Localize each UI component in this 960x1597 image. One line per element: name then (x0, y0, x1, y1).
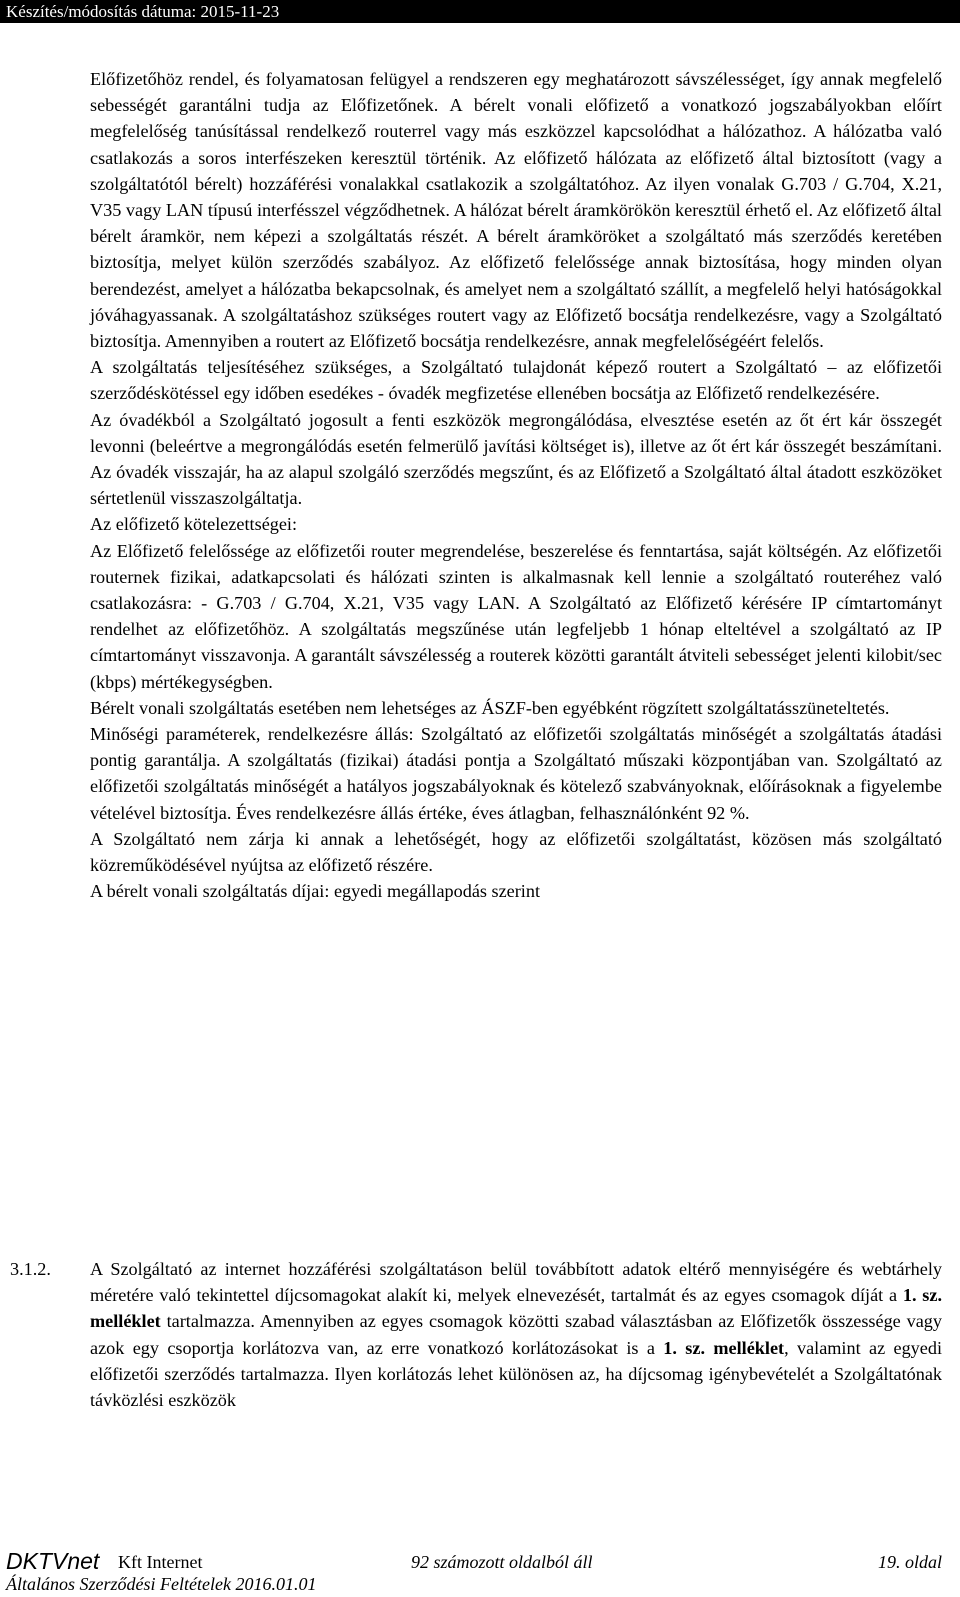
footer-page-number: 19. oldal (877, 1552, 942, 1572)
paragraph-suspension: Bérelt vonali szolgáltatás esetében nem lehetséges az ÁSZF-ben egyébként rögzített szolgáltatásszüneteltetés. (90, 697, 890, 718)
footer-doc-title: Általános Szerződési Feltételek 2016.01.01 (6, 1574, 317, 1594)
section-text-3: , valamint az egyedi előfizetői szerződés tartalmazza. Ilyen korlátozás lehet különösen az, ha díjcsomag igénybevételét a Szolgáltatónak távközlési eszközök (90, 1337, 942, 1411)
paragraph-fees: A bérelt vonali szolgáltatás díjai: egyedi megállapodás szerint (90, 881, 540, 902)
section-annex-ref-2: 1. sz. melléklet (663, 1337, 785, 1358)
document-body (90, 66, 942, 905)
section-text-1: A Szolgáltató az internet hozzáférési szolgáltatáson belül továbbított adatok eltérő mennyiségére és webtárhely méretére való tekintettel díjcsomagokat alakít ki, melyek elnevezését, tartalmát és az egyes csomagok díját a (90, 1259, 942, 1306)
footer-brand-logo: DKTVnet (6, 1548, 100, 1574)
header-date-bar (0, 0, 960, 23)
section-text-2: tartalmazza. Amennyiben az egyes csomagok közötti szabad választásban az Előfizetők összessége vagy azok egy csoportja korlátozva van, az erre vonatkozó korlátozásokat is a (90, 1311, 942, 1358)
section-annex-ref-1: 1. sz. melléklet (90, 1285, 942, 1332)
header-date-label: Készítés/módosítás dátuma: 2015-11-23 (6, 2, 280, 21)
section-number: 3.1.2. (10, 1259, 51, 1279)
paragraph-subscriber-obligations: Az Előfizető felelőssége az előfizetői router megrendelése, beszerelése és fenntartása, saját költségén. Az előfizetői routernek fizikai, adatkapcsolati és hálózati szinten is alkalmasnak kell lennie a szolgáltató routeréhez való csatlakozásra: - G.703 / G.704, X.21, V35 vagy LAN. A Szolgáltató az Előfizető kérésére IP címtartományt rendelhet az előfizetőhöz. A szolgáltatás megszűnése után legfeljebb 1 hónap elteltével a szolgáltató az IP címtartományt visszavonja. A garantált sávszélesség a routerek közötti garantált átviteli sebességet jelenti kilobit/sec (kbps) mértékegységben. (90, 540, 942, 692)
section-body (90, 1256, 942, 1413)
paragraph-router-interface: Előfizetőhöz rendel, és folyamatosan felügyel a rendszeren egy meghatározott sávszélességet, így annak megfelelő sebességét garantálni tudja az Előfizetőnek. A bérelt vonali előfizető a vonatkozó jogszabályokban előírt megfelelőség tanúsítással rendelkező routerrel vagy más eszközzel kapcsolódhat a hálózathoz. A hálózatba való csatlakozás a soros interfészeken keresztül történik. Az előfizető hálózata az előfizető által biztosított (vagy a szolgáltatótól bérelt) hozzáférési vonalakkal csatlakozik a szolgáltatóhoz. Az ilyen vonalak G.703 / G.704, X.21, V35 vagy LAN típusú interfésszel végződhetnek. A hálózat bérelt áramkörökön keresztül érhető el. Az előfizető által bérelt áramkör, nem képezi a szolgáltatás részét. A bérelt áramköröket a szolgáltató más szerződés keretében biztosítja, melyet külön szerződés szabályoz. Az előfizető felelőssége annak biztosítása, hogy minden olyan berendezést, amelyet a hálózatba bekapcsolnak, és amelyet nem a szolgáltató szállít, a megfelelő helyi hatóságokkal jóváhagyassanak. A szolgáltatáshoz szükséges routert vagy az Előfizető bocsátja rendelkezésre, vagy a Szolgáltató biztosítja. Amennyiben a routert az Előfizető bocsátja rendelkezésre, annak megfelelőségéért felelős. (90, 69, 942, 352)
footer (6, 1548, 942, 1576)
paragraph-cooperation: A Szolgáltató nem zárja ki annak a lehetőségét, hogy az előfizetői szolgáltatást, közösen más szolgáltató közreműködésével nyújtsa az előfizető részére. (90, 828, 942, 876)
footer-pages-label: 92 számozott oldalból áll (411, 1552, 593, 1572)
paragraph-deposit-terms: Az óvadékból a Szolgáltató jogosult a fenti eszközök megrongálódása, elvesztése esetén az őt ért kár összegét levonni (beleértve a megrongálódás esetén felmerülő javítási költséget is), illetve az őt ért kár összegét beszámítani. Az óvadék visszajár, ha az alapul szolgáló szerződés megszűnt, és az Előfizető a Szolgáltató által átadott eszközöket sértetlenül visszaszolgáltatja. (90, 409, 942, 509)
paragraph-router-deposit: A szolgáltatás teljesítéséhez szükséges, a Szolgáltató tulajdonát képező routert a Szolgáltató – az előfizetői szerződéskötéssel egy időben esedékes - óvadék megfizetése ellenében bocsátja az Előfizető rendelkezésére. (90, 357, 942, 404)
footer-company: Kft Internet (118, 1552, 203, 1572)
paragraph-obligations-heading: Az előfizető kötelezettségei: (90, 514, 298, 535)
paragraph-quality-parameters: Minőségi paraméterek, rendelkezésre állás: Szolgáltató az előfizetői szolgáltatás minőségét a szolgáltatás átadási pontig garantálja. A szolgáltatás (fizikai) átadási pontja a Szolgáltató műszaki központjában van. Szolgáltató az előfizetői szolgáltatás minőségét a hatályos jogszabályoknak és kötelező szabványoknak, előírásoknak a figyelembe vételével biztosítja. Éves rendelkezésre állás értéke, éves átlagban, felhasználónként 92 %. (90, 724, 942, 823)
